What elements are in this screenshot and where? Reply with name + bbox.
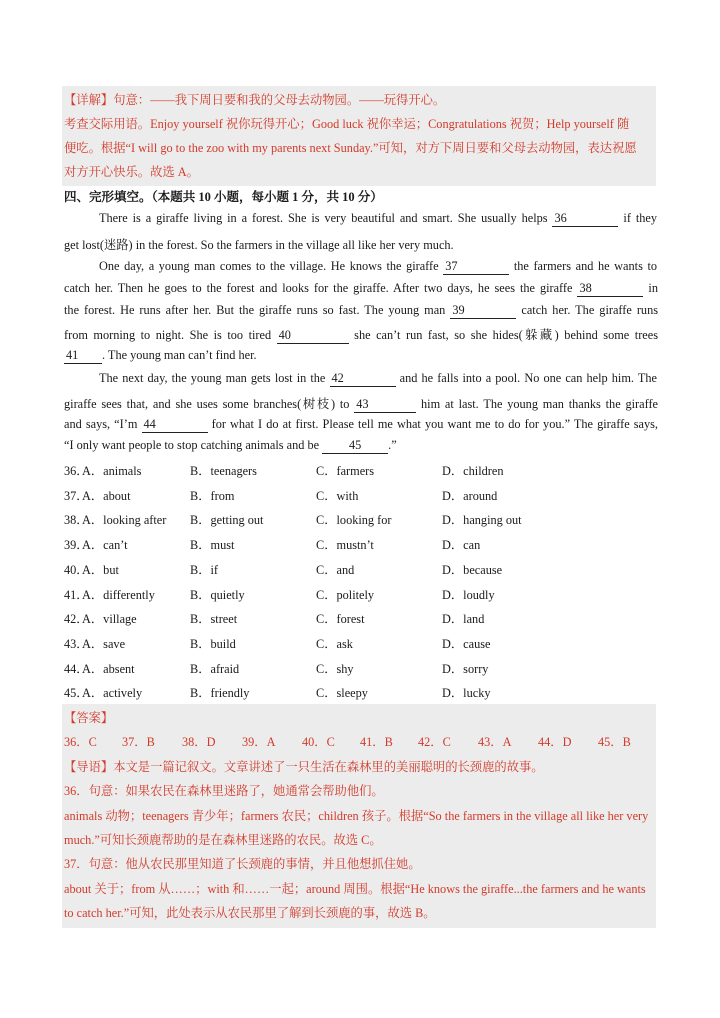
detail-line-4: 对方开心快乐。故选 A。 [64,165,199,179]
passage-line: giraffe sees that, and she uses some branches(树枝) to 43 him at last. The young man thanks the giraffe [64,397,658,411]
detail-tag: 【详解】 [64,93,114,107]
passage-line: The next day, the young man gets lost in the 42 and he falls into a pool. No one can help him. The [99,371,657,385]
option-a: A．looking after [82,513,167,528]
option-d: D．because [442,562,503,577]
option-a: A．actively [82,686,143,701]
answer-39: 39．A [242,735,276,749]
option-a: A．but [82,562,119,577]
option-a: A．village [82,612,137,627]
option-a: A．differently [82,587,155,602]
option-d: D．cause [442,636,491,651]
option-c: C．mustn’t [316,538,374,553]
question-number: 40． [64,562,89,577]
passage-line: There is a giraffe living in a forest. She is very beautiful and smart. She usually helps 36 if they [99,211,658,225]
detail-line-1 [64,90,658,108]
detail-line-2: 考查交际用语。Enjoy yourself 祝你玩得开心；Good luck 祝你幸运；Congratulations 祝贺；Help yourself 随 [64,117,630,131]
option-b: B．getting out [190,513,264,528]
question-number: 42． [64,612,89,627]
question-number: 39． [64,538,89,553]
question-number: 37． [64,488,89,503]
question-row [64,683,664,701]
answer-45: 45．B [598,735,631,749]
answer-36: 36．C [64,735,97,749]
option-b: B．if [190,562,219,577]
detail-line-3: 便吃。根据“I will go to the zoo with my parents next Sunday.”可知，对方下周日要和父母去动物园，表达祝愿 [64,141,637,155]
option-b: B．must [190,538,235,553]
question-number: 41． [64,587,89,602]
passage-line: “I only want people to stop catching animals and be 45 .” [64,438,397,452]
passage-line: One day, a young man comes to the village. He knows the giraffe 37 the farmers and he wants to [99,259,658,273]
passage-line: catch her. Then he goes to the forest and looks for the giraffe. After two days, he sees the giraffe 38 in [64,281,658,295]
option-a: A．animals [82,464,142,478]
question-row [64,486,664,504]
blank-40: 40 [277,328,349,344]
blank-36: 36 [552,211,618,227]
question-number: 36． [64,464,89,478]
detail-text: 句意：——我下周日要和我的父母去动物园。——玩得开心。 [113,93,446,107]
option-b: B．build [190,636,236,651]
option-a: A．about [82,488,131,503]
question-row [64,510,664,528]
answer-43: 43．A [478,735,512,749]
blank-44: 44 [142,417,208,433]
option-a: A．can’t [82,538,128,553]
option-b: B．street [190,612,238,627]
question-row [64,659,664,677]
blank-38: 38 [577,281,643,297]
option-d: D．around [442,488,498,503]
option-b: B．from [190,488,235,503]
guide-text: 【导语】本文是一篇记叙文。文章讲述了一只生活在森林里的美丽聪明的长颈鹿的故事。 [64,760,544,774]
answer-40: 40．C [302,735,335,749]
option-c: C．shy [316,661,354,676]
explanation-37-line: to catch her.”可知，此处表示从农民那里了解到长颈鹿的事，故选 B。 [64,906,436,920]
blank-41: 41 [64,348,102,364]
passage-line: and says, “I’m 44 for what I do at first. Please tell me what you want me to do for you.” The giraffe says, [64,417,658,431]
blank-45: 45 [322,438,388,454]
option-b: B．quietly [190,587,245,602]
option-c: C．sleepy [316,686,368,701]
question-row [64,609,664,627]
option-d: D．lucky [442,686,491,701]
option-b: B．friendly [190,686,250,701]
blank-39: 39 [450,303,516,319]
passage-line: get lost(迷路) in the forest. So the farmers in the village all like her very much. [64,238,454,252]
option-a: A．save [82,636,126,651]
question-row [64,461,664,479]
answer-44: 44．D [538,735,572,749]
question-number: 43． [64,636,89,651]
answer-41: 41．B [360,735,393,749]
explanation-37-line: about 关于；from 从……；with 和……一起；around 周围。根据“He knows the giraffe...the farmers and he wants [64,882,646,896]
question-number: 44． [64,661,89,676]
option-d: D．children [442,464,504,478]
question-number: 45． [64,686,89,701]
option-d: D．hanging out [442,513,522,528]
option-d: D．can [442,538,481,553]
option-b: B．teenagers [190,464,257,478]
answer-42: 42．C [418,735,451,749]
answer-row [64,732,664,750]
option-c: C．ask [316,636,353,651]
passage-line: 41 . The young man can’t find her. [66,348,257,362]
explanation-36-line: animals 动物；teenagers 青少年；farmers 农民；children 孩子。根据“So the farmers in the village all like her very [64,809,649,823]
answer-tag: 【答案】 [64,711,114,725]
explanation-37-title: 37．句意：他从农民那里知道了长颈鹿的事情，并且他想抓住她。 [64,857,421,871]
answer-37: 37．B [122,735,155,749]
question-row [64,585,664,603]
blank-37: 37 [443,259,509,275]
blank-43: 43 [354,397,416,413]
section-heading: 四、完形填空。（本题共 10 小题，每小题 1 分，共 10 分） [64,190,383,204]
option-c: C．looking for [316,513,392,528]
option-c: C．forest [316,612,365,627]
answer-38: 38．D [182,735,216,749]
option-c: C．farmers [316,464,375,478]
question-number: 38． [64,513,89,528]
option-b: B．afraid [190,661,240,676]
explanation-36-title: 36．句意：如果农民在森林里迷路了，她通常会帮助他们。 [64,784,384,798]
question-row [64,535,664,553]
passage-line: the forest. He runs after her. But the giraffe runs so fast. The young man 39 catch her. The giraffe runs [64,303,659,317]
question-row [64,634,664,652]
explanation-36-line: much.”可知长颈鹿帮助的是在森林里迷路的农民。故选 C。 [64,833,382,847]
option-c: C．politely [316,587,375,602]
option-d: D．land [442,612,485,627]
option-a: A．absent [82,661,135,676]
option-c: C．with [316,488,359,503]
blank-42: 42 [330,371,396,387]
question-row [64,560,664,578]
passage-line: from morning to night. She is too tired 40 she can’t run fast, so she hides(躲藏) behind some trees [64,328,658,342]
option-d: D．sorry [442,661,489,676]
option-c: C．and [316,562,355,577]
option-d: D．loudly [442,587,495,602]
